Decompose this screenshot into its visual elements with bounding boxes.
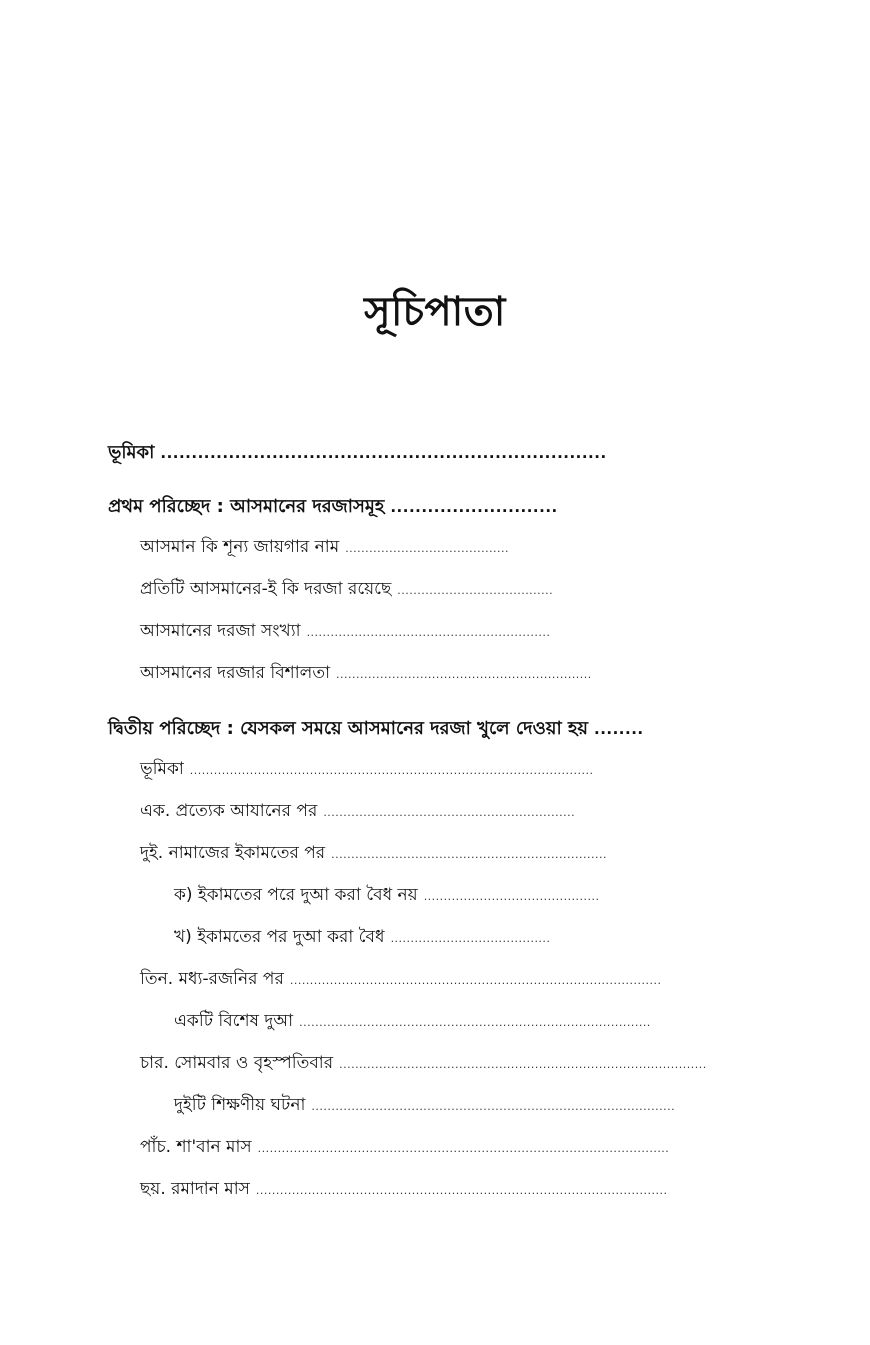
toc-entry-label: তিন. মধ্য-রজনির পর xyxy=(140,969,284,989)
toc-leader-dots: ............................................................. xyxy=(306,626,551,639)
toc-entry-label: খ) ইকামতের পর দুআ করা বৈধ xyxy=(174,927,385,947)
toc-leader-dots: ....................................................................................................... xyxy=(255,1184,668,1197)
toc-entry-label: প্রতিটি আসমানের-ই কি দরজা রয়েছে xyxy=(140,579,392,599)
table-of-contents xyxy=(0,438,870,1218)
toc-entry-1-3 xyxy=(140,618,557,646)
toc-entry-label: ভূমিকা xyxy=(108,442,155,463)
toc-leader-dots: ............................................................... xyxy=(323,806,576,819)
toc-leader-dots: ....................................... xyxy=(397,584,554,597)
toc-leader-dots: ........................................................................................ xyxy=(299,1016,651,1029)
toc-leader-dots: ............................................................................................. xyxy=(289,974,662,987)
toc-entry-label: দুইটি শিক্ষণীয় ঘটনা xyxy=(174,1095,306,1115)
toc-entry-2-2-b xyxy=(174,924,556,952)
page-title: সূচিপাতা xyxy=(364,289,506,335)
toc-entry-2-2-a xyxy=(174,882,600,910)
toc-entry-2-2 xyxy=(140,840,607,868)
toc-entry-label: আসমানের দরজার বিশালতা xyxy=(140,663,331,683)
toc-entry-2-5 xyxy=(140,1134,678,1162)
toc-entry-label: প্রথম পরিচ্ছেদ : আসমানের দরজাসমূহ xyxy=(108,496,385,517)
toc-entry-label: দুই. নামাজের ইকামতের পর xyxy=(140,843,326,863)
toc-entry-introduction xyxy=(108,438,607,469)
toc-entry-label: ভূমিকা xyxy=(140,759,184,779)
toc-entry-label: আসমান কি শূন্য জায়গার নাম xyxy=(140,537,340,557)
toc-leader-dots: ........................... xyxy=(390,498,558,516)
toc-leader-dots: ................................................................ xyxy=(336,668,592,681)
toc-entry-1-4 xyxy=(140,660,592,688)
toc-leader-dots: ........ xyxy=(594,720,644,738)
toc-entry-2-4 xyxy=(140,1050,707,1078)
toc-entry-label: এক. প্রত্যেক আযানের পর xyxy=(140,801,318,821)
toc-entry-1-2 xyxy=(140,576,562,604)
toc-entry-label: চার. সোমবার ও বৃহস্পতিবার xyxy=(140,1053,334,1073)
toc-leader-dots: ..................................................................... xyxy=(331,848,607,861)
toc-leader-dots: ........................................................................................... xyxy=(311,1100,676,1113)
toc-entry-label: ছয়. রমাদান মাস xyxy=(140,1179,250,1199)
toc-entry-2-4-a xyxy=(174,1092,676,1120)
toc-entry-label: আসমানের দরজা সংখ্যা xyxy=(140,621,301,641)
toc-entry-label: দ্বিতীয় পরিচ্ছেদ : যেসকল সময়ে আসমানের দরজা খুলে দেওয়া হয় xyxy=(108,718,589,739)
toc-entry-chapter-2 xyxy=(108,714,646,745)
toc-entry-2-3-a xyxy=(174,1008,651,1036)
toc-leader-dots: ..................................................................................................... xyxy=(189,764,594,777)
toc-leader-dots: ........................................................................ xyxy=(160,444,607,462)
toc-entry-2-6 xyxy=(140,1176,676,1204)
toc-leader-dots: ....................................................................................................... xyxy=(257,1142,670,1155)
toc-entry-label: পাঁচ. শা'বান মাস xyxy=(140,1137,252,1157)
toc-entry-label: একটি বিশেষ দুআ xyxy=(174,1011,294,1031)
toc-leader-dots: ........................................ xyxy=(390,932,551,945)
toc-entry-2-3 xyxy=(140,966,662,994)
toc-leader-dots: ............................................................................................ xyxy=(339,1058,707,1071)
toc-entry-2-1 xyxy=(140,798,576,826)
toc-entry-2-intro xyxy=(140,756,610,784)
toc-entry-label: ক) ইকামতের পরে দুআ করা বৈধ নয় xyxy=(174,885,418,905)
toc-entry-chapter-1 xyxy=(108,492,558,523)
toc-leader-dots: ......................................... xyxy=(345,542,510,555)
toc-leader-dots: ............................................ xyxy=(423,890,600,903)
toc-entry-1-1 xyxy=(140,534,520,562)
